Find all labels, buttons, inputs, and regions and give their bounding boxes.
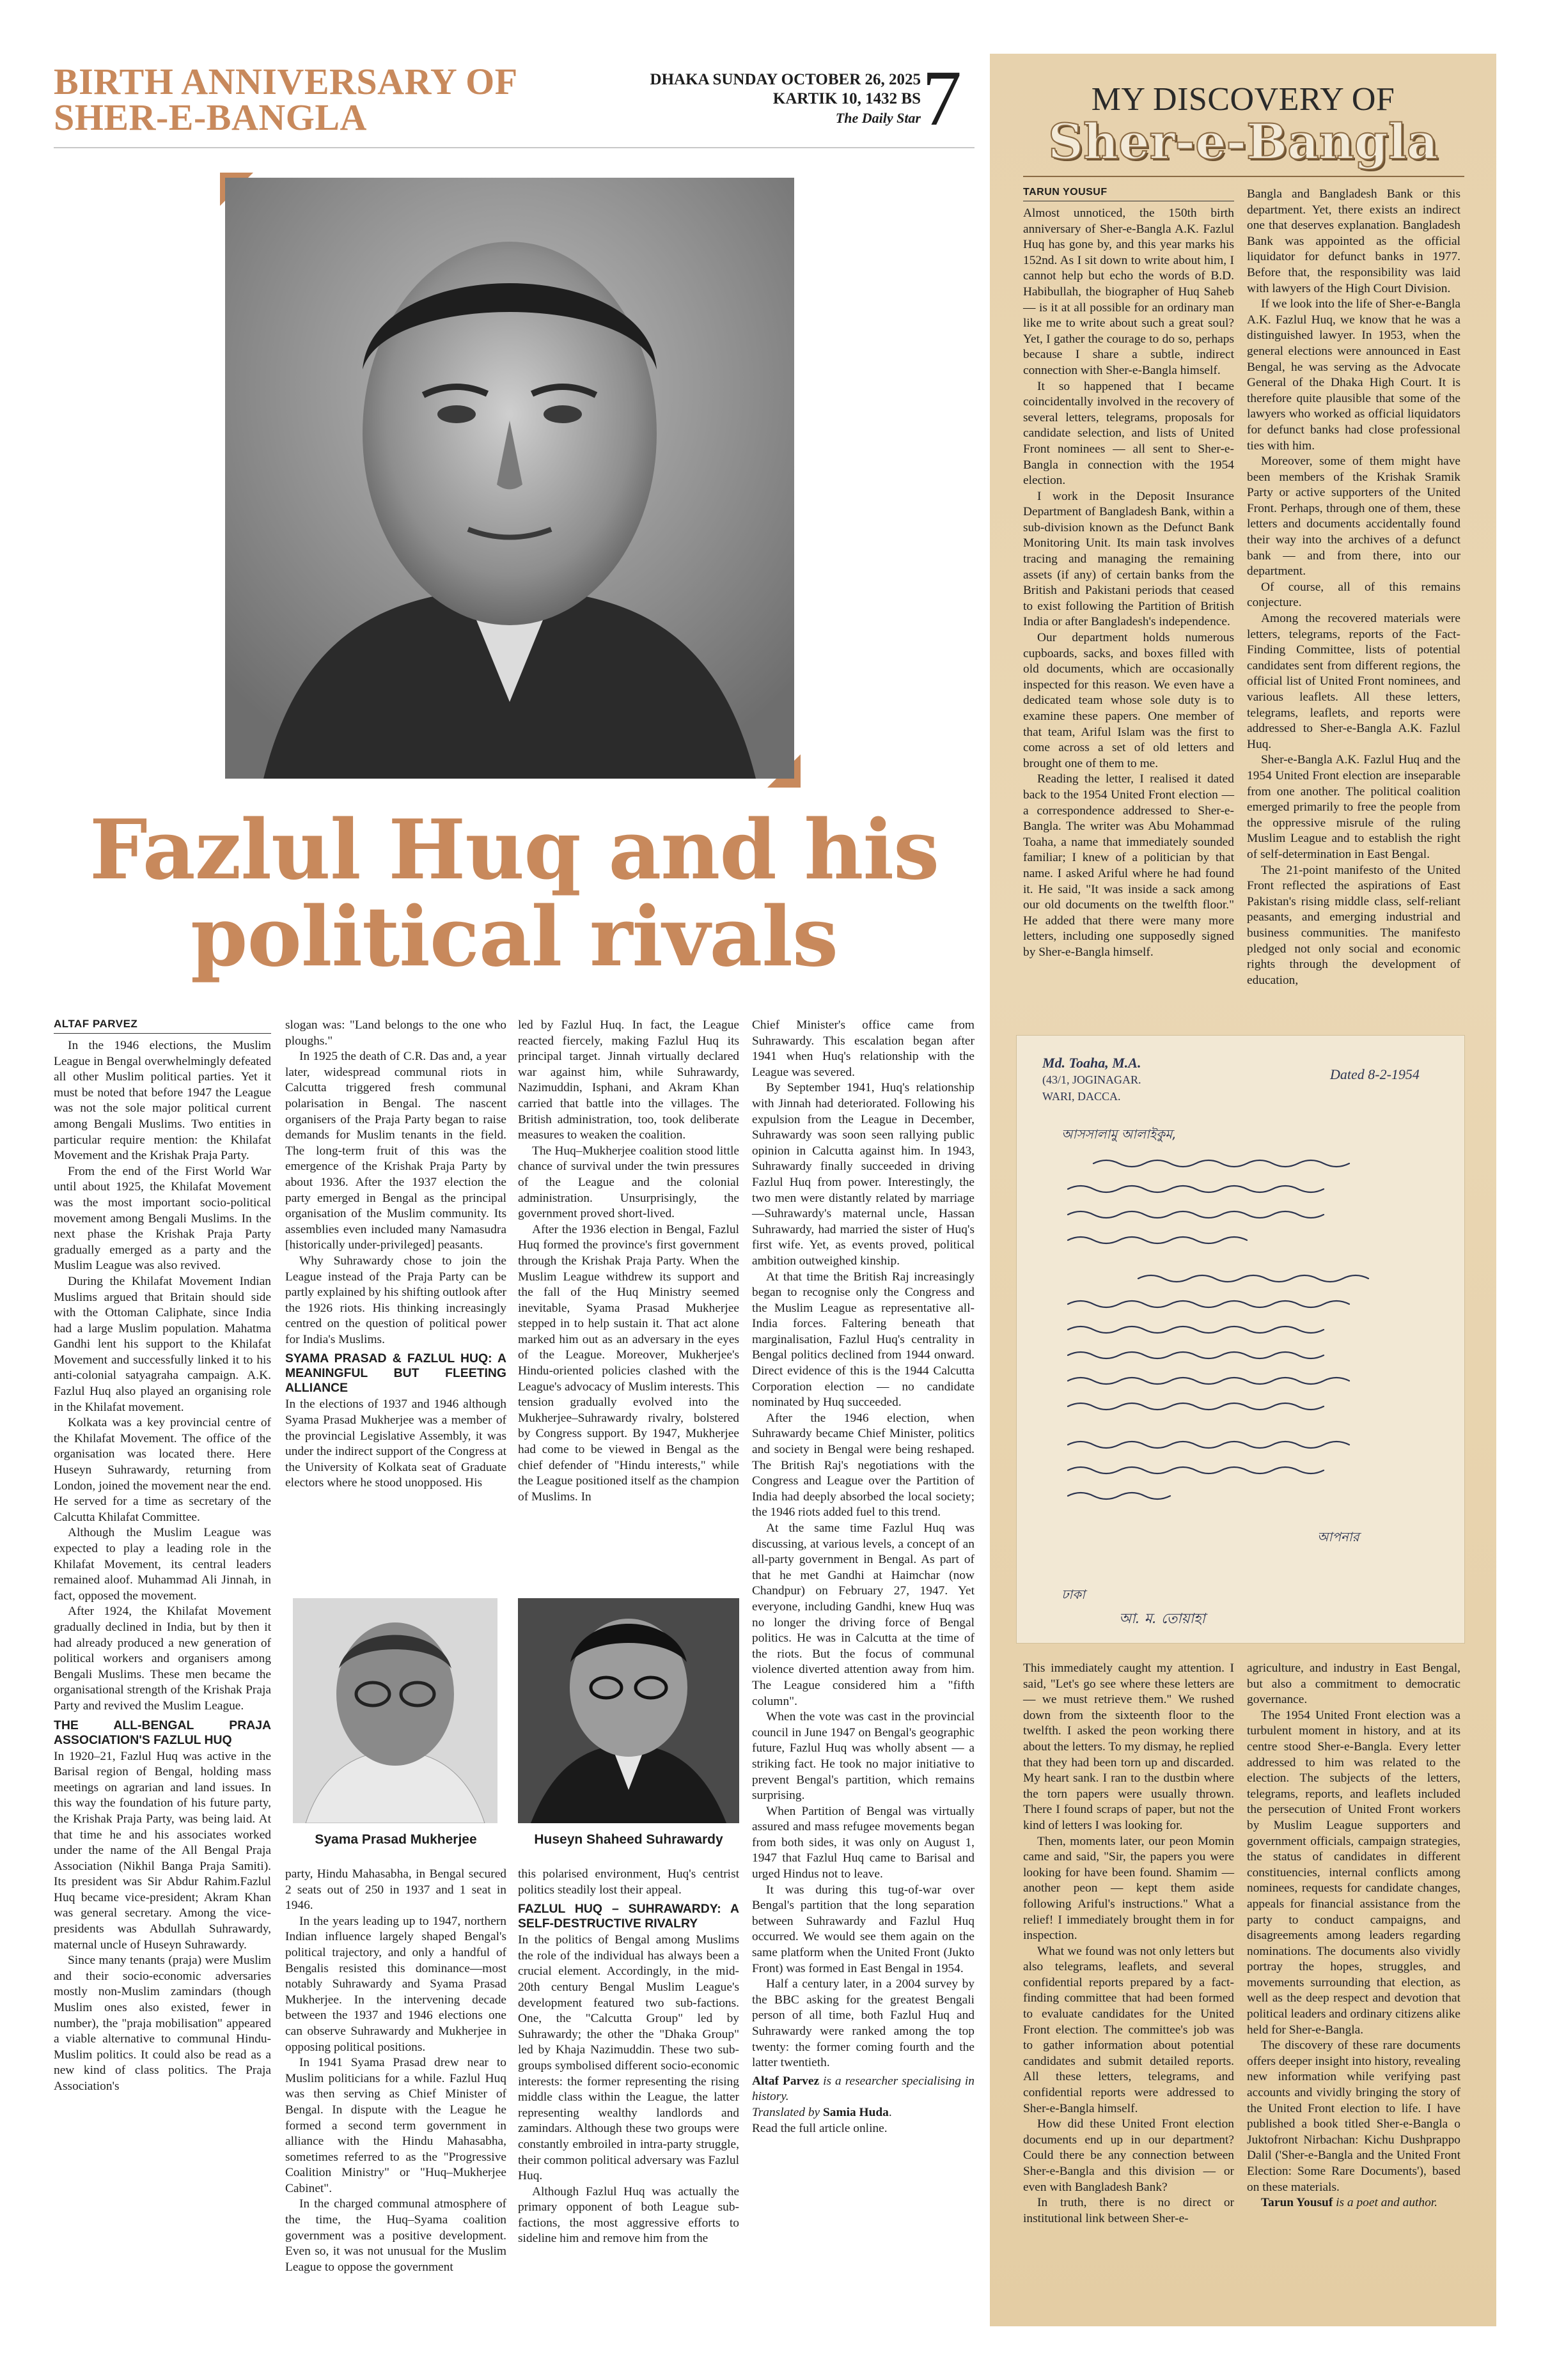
paragraph: Sher-e-Bangla A.K. Fazlul Huq and the 1954 United Front election are inseparable from one another. The political coalition emerged primarily to free the people from the oppressive misrule of the ruling Muslim League and to establish the right of self-determination in East Bengal. [1247, 753, 1460, 861]
paragraph: this polarised environment, Huq's centrist politics steadily lost their appeal. [518, 1867, 739, 1897]
translator-suffix: . [888, 2105, 892, 2119]
paragraph: Reading the letter, I realised it dated back to the 1954 United Front election — a correspondence addressed to Sher-e-Bangla. The writer was Abu Mohammad Toaha, a name that immediately sounded familiar; I knew of a politician by that name. I asked Ariful where he had found it. He said, "It was inside a sack among our old documents on the twelfth floor." He added that there were many more letters, including one supposedly signed by Sher-e-Bangla himself. [1023, 772, 1234, 959]
sidebar-title-rule [1023, 176, 1464, 177]
sidebar-column-d [1247, 1661, 1460, 2211]
paragraph: slogan was: "Land belongs to the one who ploughs." [285, 1018, 506, 1048]
section-title [54, 61, 565, 138]
paragraph: The Huq–Mukherjee coalition stood little chance of survival under the twin pressures of the League and the colonial administration. Unsurprisingly, the government proved short-lived. [518, 1144, 739, 1221]
huseyn-shaheed-suhrawardy-photo [518, 1598, 739, 1823]
paragraph: Almost unnoticed, the 150th birth anniversary of Sher-e-Bangla A.K. Fazlul Huq has gone by, and this year marks his 152nd. As I sit down to write about him, I cannot help but echo the words of B.D. Habibullah, the biographer of Huq Saheb — is it at all possible for an ordinary man like me to write about such a great soul? Yet, I gather the courage to do so, perhaps because I share a subtle, indirect connection with Sher-e-Bangla himself. [1023, 206, 1234, 377]
paragraph: agriculture, and industry in East Bengal, but also a commitment to democratic governance. [1247, 1661, 1460, 1707]
article-column-2 [285, 1018, 506, 1491]
letter-salutation: আসসালামু আলাইকুম, [1061, 1126, 1177, 1142]
section-title-line2: SHER-E-BANGLA [54, 97, 367, 138]
article-column-1 [54, 1038, 271, 2095]
paragraph: It so happened that I became coincidentally involved in the recovery of several letters, telegrams, proposals for candidate selection, and lists of United Front nominees — all sent to Sher-e-Bangla in connection with the 1954 election. [1023, 379, 1234, 488]
paragraph: After the 1936 election in Bengal, Fazlul Huq formed the province's first government through the Krishak Praja Party. When the Muslim League withdrew its support and the fall of the Huq Ministry seemed inevitable, Syama Prasad Mukherjee stepped in to help sustain it. That act alone marked him out as an adversary in the eyes of the League. Moreover, Mukherjee's Hindu-oriented policies clashed with the League's advocacy of Muslim interests. This tension gradually evolved into the Mukherjee–Suhrawardy rivalry, bolstered by Congress support. By 1947, Mukherjee had come to be viewed in Bengal as the chief defender of "Hindu interests," while the League positioned itself as the champion of Muslims. In [518, 1222, 739, 1504]
sidebar-byline: TARUN YOUSUF [1023, 187, 1108, 198]
paragraph: Of course, all of this remains conjecture. [1247, 580, 1460, 610]
sidebar-column-b [1247, 187, 1460, 988]
letter-sender-address1: (43/1, JOGINAGAR. [1042, 1073, 1141, 1086]
translator-prefix: Translated by [752, 2105, 823, 2119]
paragraph: After 1924, the Khilafat Movement gradually declined in India, but by then it had already produced a new generation of political workers and organisers among Bengali Muslims. These men became the organisational strength of the Krishak Praja Party and revived the Muslim League. [54, 1605, 271, 1713]
paragraph: party, Hindu Mahasabha, in Bengal secured 2 seats out of 250 in 1937 and 1 seat in 1946. [285, 1867, 506, 1913]
paragraph: In 1920–21, Fazlul Huq was active in the Barisal region of Bengal, holding mass meetings on agrarian and land issues. In this way the foundation of his future party, the Krishak Praja Party, was being laid. At that time he and his associates worked under the name of the All Bengal Praja Association (Nikhil Banga Praja Samiti). Its president was Sir Abdur Rahim.Fazlul Huq became vice-president; Akram Khan was general secretary. Among the vice-presidents was Abdullah Suhrawardy, maternal uncle of Huseyn Suhrawardy. [54, 1749, 271, 1952]
paragraph: The 21-point manifesto of the United Front reflected the aspirations of East Pakistan's rising middle class, self-reliant peasants, and emerging industrial and business communities. The manifesto pledged not only social and economic rights through the development of education, [1247, 863, 1460, 987]
letter-sender-address2: WARI, DACCA. [1042, 1090, 1121, 1103]
article-column-4 [752, 1018, 975, 2136]
paragraph: Why Suhrawardy chose to join the League instead of the Praja Party can be partly explained by his shifting outlook after the 1926 riots. His thinking increasingly centred on the question of political power for India's Muslims. [285, 1254, 506, 1346]
paragraph: At the same time Fazlul Huq was discussing, at various levels, a concept of an all-party government in Bengal. As part of that he met Gandhi at Haimchar (now Chandpur) on February 27, 1947. Yet everyone, including Gandhi, knew Huq was no longer the driving force of Bengal politics. He was in Calcutta at the time of the riots. But the focus of communal violence diverted attention away from him. The League considered him a "fifth column". [752, 1521, 975, 1708]
letter-letterhead [1042, 1055, 1141, 1105]
paragraph: During the Khilafat Movement Indian Muslims argued that Britain should side with the Ottoman Caliphate, since India had a large Muslim population. Mahatma Gandhi lent his support to the Khilafat Movement and successfully linked it to his anti-colonial satyagraha campaign. A.K. Fazlul Huq also played an organising role in the Khilafat movement. [54, 1274, 271, 1414]
paragraph: Although the Muslim League was expected to play a leading role in the Khilafat Movement, its central leaders remained aloof. Muhammad Ali Jinnah, in fact, opposed the movement. [54, 1526, 271, 1603]
letter-date: Dated 8-2-1954 [1330, 1066, 1420, 1082]
paragraph: Bangla and Bangladesh Bank or this department. Yet, there exists an indirect one that deserves explanation. Bangladesh Bank was appointed as the official liquidator for defunct banks in 1977. Before that, the responsibility was laid with lawyers of the High Court Division. [1247, 187, 1460, 295]
author-description: is a researcher specialising in history. [752, 2074, 975, 2104]
subheading: THE ALL-BENGAL PRAJA ASSOCIATION'S FAZLUL HUQ [54, 1718, 271, 1747]
dateline-date: DHAKA SUNDAY OCTOBER 26, 2025 [650, 71, 921, 88]
paper-name: The Daily Star [835, 110, 921, 126]
translator-name: Samia Huda [822, 2105, 889, 2119]
author-description: is a poet and author. [1333, 2196, 1438, 2210]
paragraph: Although Fazlul Huq was actually the primary opponent of both League sub-factions, the most aggressive efforts to sideline him and remove him from the [518, 2184, 739, 2246]
portrait-image [225, 178, 794, 779]
paragraph: In the years leading up to 1947, northern Indian influence largely shaped Bengal's political trajectory, and only a handful of Bengalis resisted this dominance—most notably Suhrawardy and Syama Prasad Mukherjee. In the intervening decade between the 1937 and 1946 elections one can observe Suhrawardy and Mukherjee in opposing political positions. [285, 1914, 506, 2054]
paragraph: By September 1941, Huq's relationship with Jinnah had deteriorated. Following his expulsion from the League in December, Suhrawardy was soon seen rallying public opinion in Calcutta against him. In 1943, Suhrawardy finally succeeded in driving Fazlul Huq from power. Interestingly, the two men were distantly related by marriage—Suhrawardy's maternal uncle, Hassan Suhrawardy, had married the sister of Huq's first wife. Yet, as events proved, political ambition outweighed kinship. [752, 1081, 975, 1268]
paragraph: In 1941 Syama Prasad drew near to Muslim politicians for a while. Fazlul Huq was then serving as Chief Minister of Bengal. In dispute with the League he formed a second term government in alliance with the Hindu Mahasabha, sometimes referred to as the "Progressive Coalition Ministry" or "Huq–Mukherjee Cabinet". [285, 2056, 506, 2195]
sidebar-column-c [1023, 1661, 1234, 2227]
letter-footer: ঢাকা [1061, 1587, 1085, 1602]
article-column-2-lower [285, 1867, 506, 2275]
paragraph: Among the recovered materials were letters, telegrams, reports of the Fact-Finding Committee, lists of potential candidates sent from different regions, the official list of United Front nominees, and various leaflets. All these letters, telegrams, leaflets, and reports were addressed to Sher-e-Bangla A.K. Fazlul Huq. [1247, 612, 1460, 751]
paragraph: From the end of the First World War until about 1925, the Khilafat Movement was the most important socio-political movement among Bengali Muslims. In the next phase the Krishak Praja Party gradually emerged as a party and the Muslim League was also revived. [54, 1164, 271, 1273]
handwritten-letter [1017, 1036, 1464, 1643]
author-name: Tarun Yousuf [1261, 2196, 1333, 2210]
paragraph: When Partition of Bengal was virtually assured and mass refugee movements began from both sides, it was only on August 1, 1947 that Fazlul Huq came to Barisal and urged Hindus not to leave. [752, 1804, 975, 1881]
sidebar-kicker: MY DISCOVERY OF [1091, 81, 1395, 118]
letter-signature: আ. ম. তোয়াহা [1119, 1611, 1205, 1627]
subheading: FAZLUL HUQ – SUHRAWARDY: A SELF-DESTRUCTIVE RIVALRY [518, 1902, 739, 1931]
paragraph: When the vote was cast in the provincial council in June 1947 on Bengal's geographic future, Fazlul Huq was wholly absent — a striking fact. He took no major initiative to prevent Bengal's partition, which remains surprising. [752, 1710, 975, 1803]
paragraph: In the charged communal atmosphere of the time, the Huq–Syama coalition government was a positive development. Even so, it was not unusual for the Muslim League to oppose the government [285, 2197, 506, 2274]
photo-image [293, 1598, 497, 1823]
dateline-bengali-date: KARTIK 10, 1432 BS [772, 90, 921, 107]
author-name: Altaf Parvez [752, 2074, 820, 2088]
paragraph: I work in the Deposit Insurance Department of Bangladesh Bank, within a sub-division known as the Defunct Bank Monitoring Unit. Its main task involves tracing and managing the remaining assets (if any) of certain banks from the British and Pakistani periods that ceased to exist following the Partition of British India or after Bangladesh's independence. [1023, 489, 1234, 629]
paragraph: Half a century later, in a 2004 survey by the BBC asking for the greatest Bengali person of all time, both Fazlul Huq and Suhrawardy were ranked among the top twenty: the former coming fourth and the latter twentieth. [752, 1977, 975, 2070]
paragraph: Since many tenants (praja) were Muslim and their socio-economic adversaries mostly non-Muslim zamindars (though Muslim ones also existed, fewer in number), the "praja mobilisation" appeared a viable alternative to communal Hindu-Muslim politics. It could also be read as a new kind of class politics. The Praja Association's [54, 1954, 271, 2093]
section-title-line1: BIRTH ANNIVERSARY OF [54, 61, 518, 102]
paragraph: led by Fazlul Huq. In fact, the League reacted fiercely, making Fazlul Huq its principal target. Jinnah virtually declared war against him, while Suhrawardy, Nazimuddin, Isphani, and Akram Khan carried that battle into the villages. The British administration, too, took deliberate measures to weaken the coalition. [518, 1018, 739, 1142]
dateline [614, 70, 921, 128]
paragraph: After the 1946 election, when Suhrawardy became Chief Minister, politics and society in Bengal were being reshaped. The British Raj's negotiations with the Congress and League over the Partition of India had deeply absorbed the local society; the 1946 riots added fuel to this trend. [752, 1411, 975, 1520]
paragraph: What we found was not only letters but also telegrams, leaflets, and several confidential reports prepared by a fact-finding committee that had been formed to evaluate candidates for the United Front election. The committee's job was to gather information about potential candidates and submit detailed reports. All these letters, telegrams, and confidential reports were addressed to Sher-e-Bangla himself. [1023, 1944, 1234, 2115]
headline-line1: Fazlul Huq and his [89, 802, 939, 898]
paragraph: The discovery of these rare documents offers deeper insight into history, revealing new information while verifying past accounts and vividly bringing the story of the United Front election to life. I have published a book titled Sher-e-Bangla o Juktofront Nirbachan: Kichu Dushprappo Dalil ('Sher-e-Bangla and the United Front Election: Some Rare Documents'), based on these materials. [1247, 2039, 1460, 2194]
byline-rule [54, 1033, 271, 1034]
headline [54, 802, 975, 985]
paragraph: Kolkata was a key provincial centre of the Khilafat Movement. The office of the organisation was located there. Here Huseyn Suhrawardy, returning from London, joined the movement near the end. He served for a time as secretary of the Calcutta Khilafat Committee. [54, 1416, 271, 1524]
paragraph: Our department holds numerous cupboards, sacks, and boxes filled with old documents, which are occasionally inspected for this reason. We even have a dedicated team whose sole duty is to examine these papers. One member of that team, Ariful Islam was the first to come across a set of old letters and brought one of them to me. [1023, 631, 1234, 770]
letter-handwriting [1042, 1151, 1445, 1534]
paragraph: If we look into the life of Sher-e-Bangla A.K. Fazlul Huq, we know that he was a distinguished lawyer. In 1953, when the general elections were announced in East Bengal, he was serving as the Advocate General of the Dhaka High Court. It is therefore quite plausible that some of the lawyers who worked as official liquidators for defunct banks had close professional ties with him. [1247, 297, 1460, 453]
article-column-3-lower [518, 1867, 739, 2247]
read-more-link[interactable]: Read the full article online. [752, 2121, 888, 2135]
photo-caption: Huseyn Shaheed Suhrawardy [534, 1832, 723, 1847]
article-column-3 [518, 1018, 739, 1505]
syama-prasad-mukherjee-photo [293, 1598, 497, 1823]
letter-closing: আপনার [1317, 1529, 1359, 1544]
author-credit [1247, 2195, 1460, 2211]
paragraph: At that time the British Raj increasingly began to recognise only the Congress and the Muslim League as representative all-India forces. Faltering beneath that marginalisation, Fazlul Huq's centrality in Bengal politics declined from 1944 onward. Direct evidence of this is the 1944 Calcutta Corporation election — no candidate nominated by Huq succeeded. [752, 1270, 975, 1410]
letter-sender-name: Md. Toaha, M.A. [1042, 1055, 1141, 1071]
paragraph: This immediately caught my attention. I said, "Let's go see where these letters are — we must retrieve them." We rushed down from the sixteenth floor to the twelfth. I asked the peon working there about the letters. To my dismay, he replied that they had been torn up and discarded. My heart sank. I ran to the dustbin where the torn papers were usually thrown. There I found scraps of paper, but not the kind of letters I was looking for. [1023, 1661, 1234, 1832]
header-rule [54, 147, 975, 148]
photo-caption: Syama Prasad Mukherjee [315, 1832, 477, 1847]
fazlul-huq-portrait [225, 178, 794, 779]
paragraph: In 1925 the death of C.R. Das and, a year later, widespread communal riots in Calcutta triggered fresh communal polarisation in Bengal. The nascent organisers of the Praja Party began to raise demands for Muslim tenants in the field. The long-term fruit of this was the emergence of the Krishak Praja Party by about 1936. After the 1937 election the party emerged in Bengal as the principal organisation of the Muslim community. Its assemblies even included many Namasudra [historically under-privileged] peasants. [285, 1050, 506, 1252]
paragraph: In the 1946 elections, the Muslim League in Bengal overwhelmingly defeated all other Muslim political parties. Yet it must be noted that before 1947 the League was not the sole major political current among Bengali Muslims. Two entities in particular require mention: the Khilafat Movement and the Krishak Praja Party. [54, 1039, 271, 1163]
photo-image [518, 1598, 739, 1823]
author-credit [752, 2074, 975, 2136]
paragraph: In the elections of 1937 and 1946 although Syama Prasad Mukherjee was a member of the provincial Legislative Assembly, it was under the indirect support of the Congress at the University of Kolkata seat of Graduate electors where he stood unopposed. His [285, 1397, 506, 1490]
page-number: 7 [922, 54, 962, 142]
paragraph: Moreover, some of them might have been members of the Krishak Sramik Party or active supporters of the United Front. Perhaps, through one of them, these letters and documents accidentally found their way into the archives of a defunct bank — and from there, into our department. [1247, 455, 1460, 579]
article-byline: ALTAF PARVEZ [54, 1018, 138, 1030]
paragraph: In truth, there is no direct or institutional link between Sher-e- [1023, 2196, 1234, 2225]
headline-line2: political rivals [191, 889, 838, 985]
paragraph: In the politics of Bengal among Muslims the role of the individual has always been a crucial element. Accordingly, in the mid-20th century Bengal Muslim League's development featured two sub-factions. One, the "Calcutta Group" led by Suhrawardy; the other the "Dhaka Group" led by Khaja Nazimuddin. These two sub-groups symbolised different socio-economic interests: the former representing the rising middle class within the League, the latter representing wealthy landlords and zamindars. Although these two groups were constantly embroiled in intra-party struggle, their common political adversary was Fazlul Huq. [518, 1933, 739, 2183]
paragraph: It was during this tug-of-war over Bengal's partition that the long separation between Suhrawardy and Fazlul Huq occurred. We would see them again on the same platform when the United Front (Jukto Front) was formed in East Bengal in 1954. [752, 1883, 975, 1975]
subheading: SYAMA PRASAD & FAZLUL HUQ: A MEANINGFUL BUT FLEETING ALLIANCE [285, 1351, 506, 1396]
paragraph: Then, moments later, our peon Momin came and said, "Sir, the papers you were looking for have been found. Shamim — another peon — kept them aside following Ariful's instructions." What a relief! I immediately brought them in for inspection. [1023, 1834, 1234, 1943]
paragraph: Chief Minister's office came from Suhrawardy. This escalation began after 1941 when Huq's relationship with the League was severed. [752, 1018, 975, 1079]
sidebar-column-a [1023, 206, 1234, 961]
sidebar-title: Sher-e-Bangla [1048, 113, 1438, 170]
paragraph: The 1954 United Front election was a turbulent moment in history, and at its centre stood Sher-e-Bangla. Every letter addressed to him was related to the election. The subjects of the letters, telegrams, reports, and leaflets included the persecution of United Front workers by Muslim League supporters and government officials, campaign strategies, the status of candidates in different constituencies, internal conflicts among nominees, requests for candidate changes, appeals for financial assistance from the party to conduct campaigns, and disagreements among leaders regarding nominations. The documents also vividly portray the hopes, struggles, and movements surrounding that election, as well as the deep respect and devotion that political leaders and ordinary citizens alike held for Sher-e-Bangla. [1247, 1708, 1460, 2037]
paragraph: How did these United Front election documents end up in our department? Could there be any connection between Sher-e-Bangla and this division — or even with Bangladesh Bank? [1023, 2117, 1234, 2194]
